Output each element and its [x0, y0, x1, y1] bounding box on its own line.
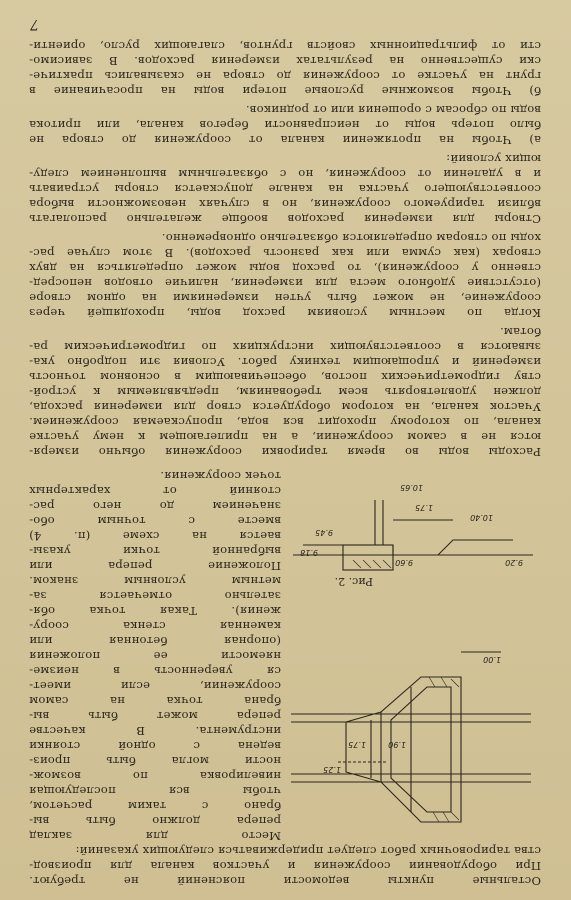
text-line: Остальные пункты ведомости пояснений не требуют. [29, 874, 541, 888]
caption-line: сооружении, если имеет- [29, 679, 281, 693]
text-line: Участок канала, на котором оборудуется створ для измерения расхода, [29, 400, 541, 414]
text-line: сооружение, не может быть учтен измерениями на одном створе [29, 291, 541, 305]
label-dim-190: 1.90 [388, 740, 406, 749]
caption-line: репера должно быть вы- [29, 814, 281, 828]
text-line: (отсутствие удобного места для измерения, наличие отводов непосред- [29, 276, 541, 290]
text-line: воды по сбросам с орошения или от родников. [245, 103, 541, 117]
caption-line: вместе с точным обо- [29, 514, 281, 528]
caption-line: ведена с одной стоянки [29, 739, 281, 753]
label-elev-920: 9.20 [505, 558, 523, 567]
plan-structure [381, 677, 461, 822]
caption-line: выбранной точки указы- [29, 544, 281, 558]
text-line: Когда по местным условиям расход воды, проходящей через [29, 306, 541, 320]
label-dim-175: 1.75 [415, 503, 433, 512]
text-line: Расходы воды во время тарировки сооружения обычно измеря- [29, 445, 541, 459]
text-line: Створы для измерения расходов вообще желательно располагать [29, 212, 541, 226]
text-line: вблизи тарируемого сооружения, но в случаях невозможности выбора [29, 197, 541, 211]
caption-line: инструмента. В качестве [29, 724, 281, 738]
label-elev-918: 9.18 [300, 548, 318, 557]
text-line: измерений и упрощающим технику работ. Условия эти подробно ука- [29, 355, 541, 369]
text-line: и в удалении от сооружения, но с обязательным выполнением следу- [29, 167, 541, 181]
label-elev-960: 9.60 [395, 558, 413, 567]
caption-line: точек сооружения. [160, 469, 281, 483]
caption-line: ности могла быть произ- [29, 754, 281, 768]
caption-line: репера может быть вы- [29, 709, 281, 723]
label-elev-945: 9.45 [315, 528, 333, 537]
text-line: ски существенно на результатах измерения расходов. В зависимо- [29, 54, 541, 68]
caption-line: значением до него рас- [29, 499, 281, 513]
text-line: ются не в самом сооружении, а на прилегающем к нему участке [29, 430, 541, 444]
text-line: должен удовлетворять всем требованиям, предъявляемым к устрой- [29, 385, 541, 399]
figure-section-view [293, 470, 533, 600]
plan-inner [391, 687, 451, 812]
caption-line: зательно отмечается за- [29, 589, 281, 603]
text-line: ственно у сооружения), то расход воды может определяться на двух [29, 261, 541, 275]
caption-line: брана точка на самом [29, 694, 281, 708]
text-line: ботам. [499, 325, 541, 339]
text-line: ства тарировочных работ следует придерживаться следующих указаний: [75, 844, 541, 858]
label-elev-1040: 10.40 [470, 513, 493, 522]
figure-caption: Рис. 2. [334, 575, 373, 588]
text-line: зываются в соответствующих инструкциях по гидрометрическим ра- [29, 340, 541, 354]
text-line: ству гидрометрических постов, обеспечивающим в основном точность [29, 370, 541, 384]
label-dim-175: 1.75 [348, 740, 366, 749]
text-line: створах (как сумма или как разность расходов). В этом случае рас- [29, 246, 541, 260]
caption-line: стояний от характерных [29, 484, 281, 498]
text-line: а) Чтобы на протяжении канала от сооружения до створа не [29, 133, 541, 147]
text-line: При оборудовании сооружения и участков канала для производ- [29, 859, 541, 873]
caption-line: чтобы вся последующая [29, 784, 281, 798]
caption-line: нивелировка по возмож- [29, 769, 281, 783]
caption-line: вается на схеме (п. 4) [29, 529, 281, 543]
text-line: б) Чтобы возможные русловые потери воды на просачивание в [29, 84, 541, 98]
section-wall [343, 545, 393, 570]
section-profile [303, 540, 513, 555]
label-dim-125: 1.25 [323, 765, 341, 774]
text-line: было потерь воды от неисправности берегов канала, или притока [29, 118, 541, 132]
text-line: грунт на участке от сооружения до створа не сказывались практиче- [29, 69, 541, 83]
text-line: канала, по которому проходит вся вода, пропускаемая сооружением. [29, 415, 541, 429]
text-line: соответствующего участка на канале допускается створы устраивать [29, 182, 541, 196]
text-line: ющих условий: [446, 152, 541, 166]
text-line: ходы по створам определяются обязательно одновременно. [161, 231, 541, 245]
caption-line: ся уверенность в неизме- [29, 664, 281, 678]
caption-line: (опорная бетонная или [29, 634, 281, 648]
caption-line: жения). Такая точка обя- [29, 604, 281, 618]
text-line: сти от фильтрационных свойств грунтов, слагающих русло, ориенти- [29, 39, 541, 53]
caption-line: брано с таким расчетом, [29, 799, 281, 813]
caption-line: Место для заклад [29, 829, 281, 843]
caption-line: няемости ее положения [29, 649, 281, 663]
caption-line: Положение репера или [29, 559, 281, 573]
label-elev-1065: 10.65 [400, 483, 423, 492]
page-number: 7 [30, 16, 39, 32]
caption-line: метным условным знаком. [29, 574, 281, 588]
label-dim-100: 1.00 [483, 655, 501, 664]
caption-line: каменная стенка соору- [29, 619, 281, 633]
